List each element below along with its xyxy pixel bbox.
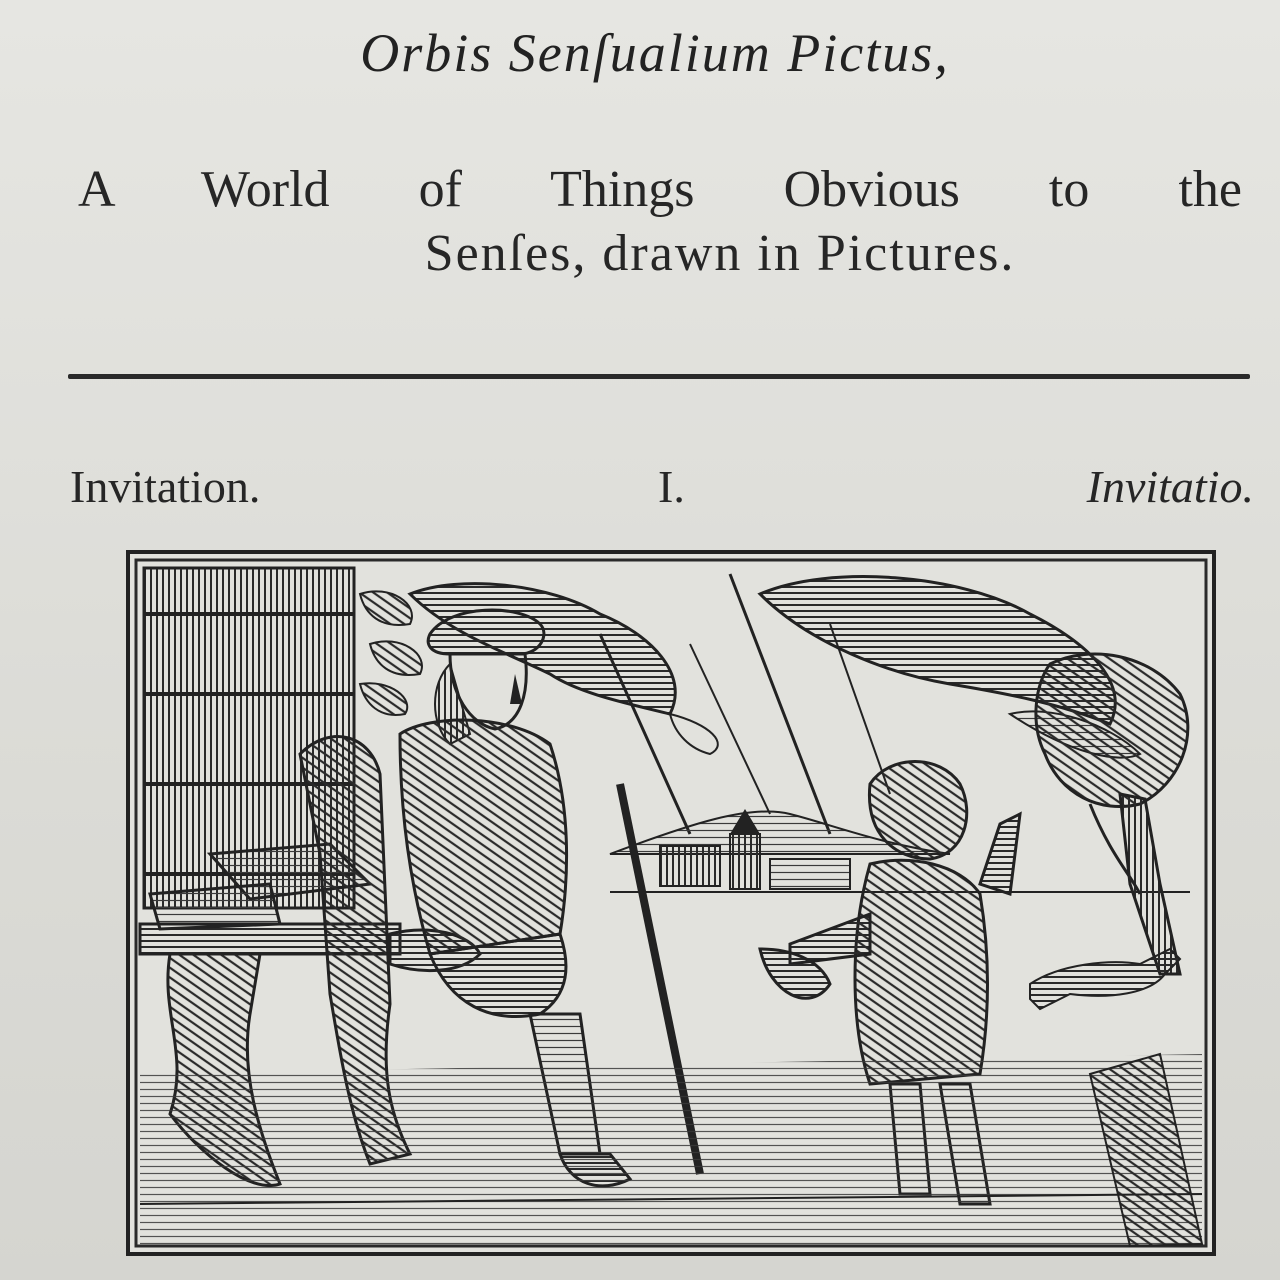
woodcut-illustration <box>126 550 1216 1256</box>
section-label-latin: Invitatio. <box>1086 461 1254 512</box>
book-title: Orbis Senſualium Pictus, <box>360 23 950 83</box>
subtitle-line-2: Senſes, drawn in Pictures. <box>424 225 1016 282</box>
subtitle-line-1: A World of Things Obvious to the <box>78 161 1242 218</box>
section-heading <box>70 460 1254 520</box>
section-number: I. <box>658 461 685 512</box>
horizontal-divider <box>68 374 1250 379</box>
section-label-english: Invitation. <box>70 461 261 512</box>
woodcut-illustration-icon <box>130 554 1212 1252</box>
book-subtitle <box>78 158 1242 286</box>
